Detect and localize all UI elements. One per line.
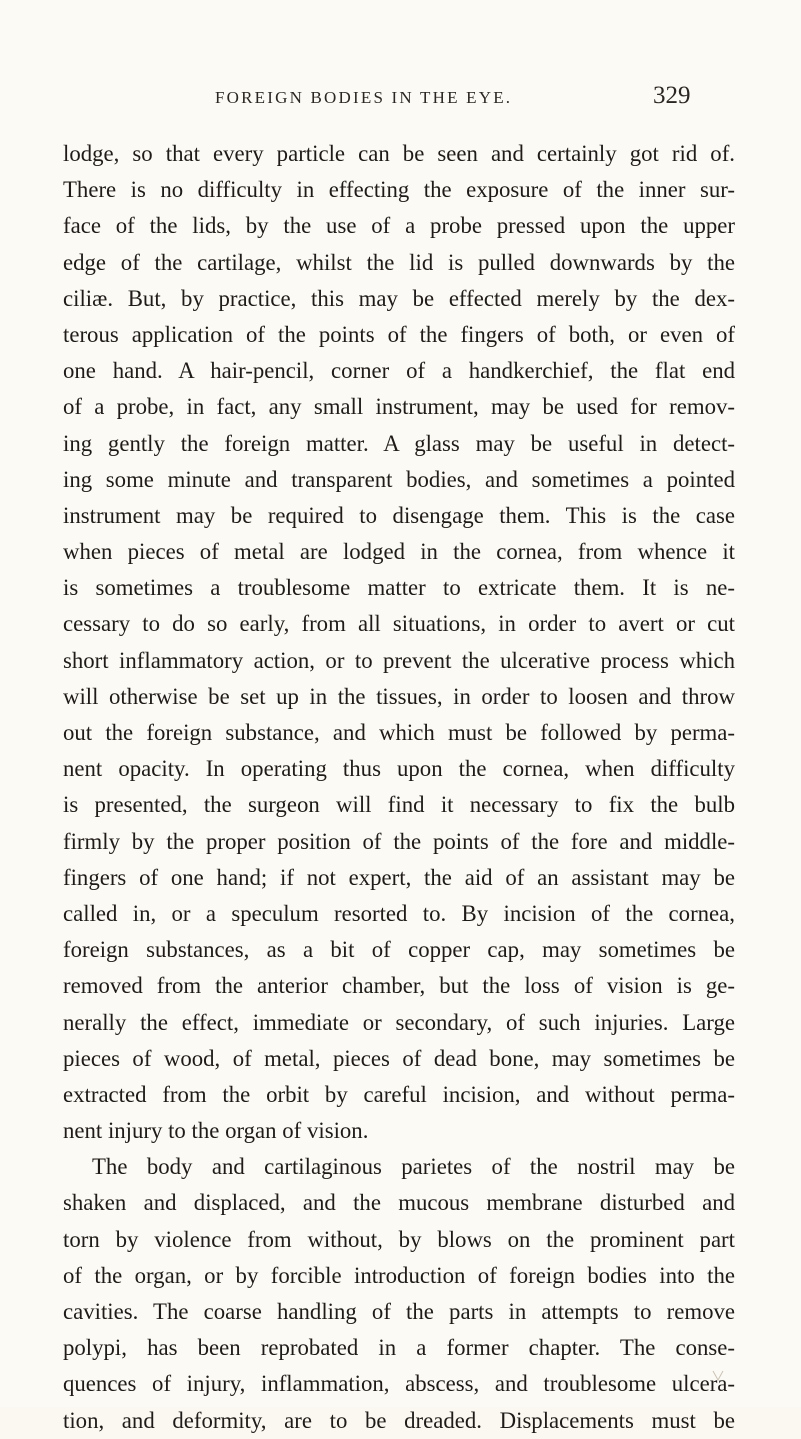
page-number: 329 (653, 82, 691, 109)
text-line: cessary to do so early, from all situations, in order to avert or cut (63, 611, 735, 637)
text-line: lodge, so that every particle can be seen and certainly got rid of. (63, 141, 735, 166)
page-blemish (712, 1370, 724, 1382)
running-header (0, 82, 801, 118)
text-line: short inflammatory action, or to prevent the ulcerative process which (63, 647, 735, 673)
text-line: of the organ, or by forcible introduction of foreign bodies into the (63, 1262, 735, 1288)
text-line: torn by violence from without, by blows on the prominent part (63, 1226, 735, 1252)
text-line: nerally the effect, immediate or secondary, of such injuries. Large (63, 1009, 735, 1035)
text-line: out the foreign substance, and which must be followed by perma- (63, 720, 735, 745)
text-line: cavities. The coarse handling of the parts in attempts to remove (63, 1299, 735, 1324)
text-line: quences of injury, inflammation, abscess, and troublesome ulcera- (63, 1371, 735, 1397)
body-text (63, 136, 735, 1439)
text-line: extracted from the orbit by careful incision, and without perma- (63, 1081, 735, 1107)
text-line: ing some minute and transparent bodies, and sometimes a pointed (63, 466, 735, 492)
text-line: edge of the cartilage, whilst the lid is pulled downwards by the (63, 249, 735, 275)
text-line: is sometimes a troublesome matter to extricate them. It is ne- (63, 575, 735, 601)
text-line: ciliæ. But, by practice, this may be effected merely by the dex- (63, 285, 735, 311)
text-line: pieces of wood, of metal, pieces of dead bone, may sometimes be (63, 1045, 735, 1071)
text-line: will otherwise be set up in the tissues, in order to loosen and throw (63, 683, 735, 709)
text-line: polypi, has been reprobated in a former chapter. The conse- (63, 1335, 735, 1361)
text-line: There is no difficulty in effecting the exposure of the inner sur- (63, 177, 735, 203)
text-line: face of the lids, by the use of a probe pressed upon the upper (63, 213, 735, 239)
text-line: tion, and deformity, are to be dreaded. Displacements must be (63, 1407, 735, 1433)
text-line: one hand. A hair-pencil, corner of a handkerchief, the flat end (63, 358, 735, 384)
text-line: is presented, the surgeon will find it necessary to fix the bulb (63, 792, 735, 818)
running-title: FOREIGN BODIES IN THE EYE. (215, 88, 513, 107)
text-line: called in, or a speculum resorted to. By incision of the cornea, (63, 900, 735, 926)
text-line: fingers of one hand; if not expert, the aid of an assistant may be (63, 864, 735, 890)
text-line: nent opacity. In operating thus upon the cornea, when difficulty (63, 756, 735, 782)
text-line: instrument may be required to disengage them. This is the case (63, 502, 735, 528)
text-line: of a probe, in fact, any small instrument, may be used for remov- (63, 394, 735, 420)
text-line: foreign substances, as a bit of copper cap, may sometimes be (63, 937, 735, 963)
paragraph-start-line: The body and cartilaginous parietes of the nostril may be (92, 1154, 735, 1180)
text-line: when pieces of metal are lodged in the cornea, from whence it (63, 539, 735, 565)
text-line: removed from the anterior chamber, but the loss of vision is ge- (63, 973, 735, 999)
paragraph-end-line: nent injury to the organ of vision. (63, 1118, 369, 1144)
text-line: firmly by the proper position of the points of the fore and middle- (63, 828, 735, 854)
text-line: terous application of the points of the fingers of both, or even of (63, 321, 735, 347)
text-line: shaken and displaced, and the mucous membrane disturbed and (63, 1190, 735, 1216)
text-line: ing gently the foreign matter. A glass may be useful in detect- (63, 430, 735, 456)
